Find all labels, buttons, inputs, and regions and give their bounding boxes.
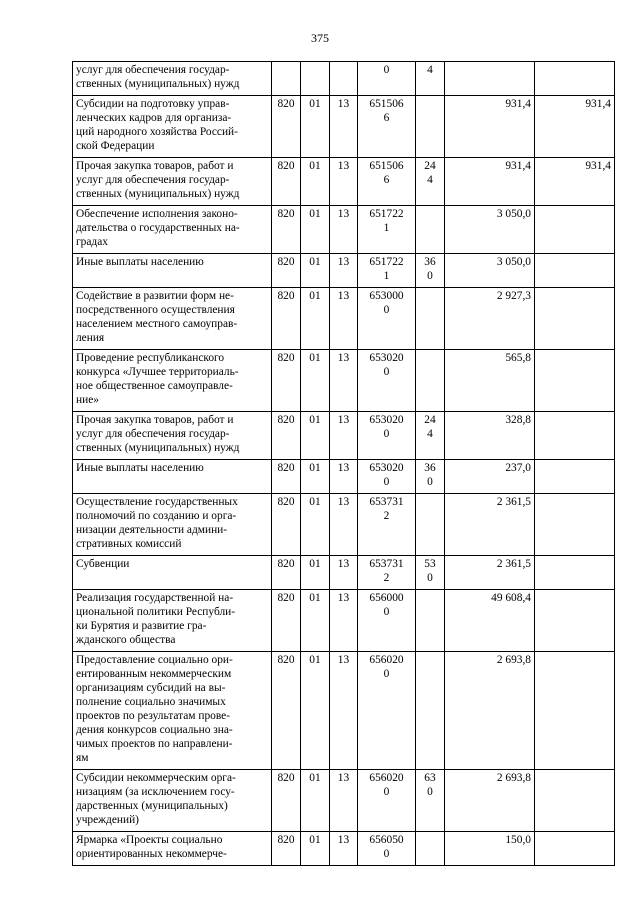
amount-year-1: 931,4 [445,96,535,158]
ministry-code: 820 [272,206,301,254]
amount-year-1: 2 927,3 [445,288,535,350]
subsection-code: 13 [330,158,358,206]
section-code: 01 [301,158,330,206]
subsection-code: 13 [330,350,358,412]
amount-year-1: 2 693,8 [445,652,535,770]
amount-year-1 [445,62,535,96]
expense-type-code [416,832,445,866]
section-code: 01 [301,350,330,412]
table-row [73,96,615,158]
subsection-code: 13 [330,96,358,158]
ministry-code: 820 [272,832,301,866]
amount-year-2: 931,4 [535,96,615,158]
subsection-code: 13 [330,460,358,494]
ministry-code: 820 [272,158,301,206]
amount-year-2 [535,770,615,832]
target-article-code: 653731 2 [358,494,416,556]
ministry-code: 820 [272,254,301,288]
ministry-code: 820 [272,494,301,556]
amount-year-2 [535,494,615,556]
row-name: Ярмарка «Проекты социально ориентированных некоммерче- [73,832,272,866]
expense-type-code: 24 4 [416,412,445,460]
amount-year-1: 3 050,0 [445,206,535,254]
amount-year-1: 565,8 [445,350,535,412]
table-row [73,206,615,254]
row-name: Реализация государственной на- циональной политики Республи- ки Бурятия и развитие гра- жданского общества [73,590,272,652]
expense-type-code [416,96,445,158]
section-code: 01 [301,96,330,158]
target-article-code: 653020 0 [358,350,416,412]
amount-year-2 [535,832,615,866]
target-article-code: 656020 0 [358,770,416,832]
subsection-code: 13 [330,412,358,460]
ministry-code: 820 [272,770,301,832]
subsection-code: 13 [330,206,358,254]
table-row [73,460,615,494]
table-body [73,62,615,866]
expense-type-code [416,206,445,254]
subsection-code: 13 [330,494,358,556]
table-row [73,590,615,652]
subsection-code [330,62,358,96]
target-article-code: 0 [358,62,416,96]
expense-type-code [416,590,445,652]
target-article-code: 653020 0 [358,412,416,460]
amount-year-1: 931,4 [445,158,535,206]
amount-year-2 [535,350,615,412]
section-code: 01 [301,288,330,350]
target-article-code: 651722 1 [358,254,416,288]
subsection-code: 13 [330,652,358,770]
section-code: 01 [301,206,330,254]
amount-year-1: 49 608,4 [445,590,535,652]
target-article-code: 651722 1 [358,206,416,254]
amount-year-2 [535,254,615,288]
page-number: 375 [311,31,329,45]
amount-year-2: 931,4 [535,158,615,206]
row-name: Субвенции [73,556,272,590]
subsection-code: 13 [330,288,358,350]
amount-year-2 [535,412,615,460]
target-article-code: 653731 2 [358,556,416,590]
amount-year-1: 2 361,5 [445,494,535,556]
section-code [301,62,330,96]
ministry-code: 820 [272,350,301,412]
amount-year-2 [535,206,615,254]
amount-year-1: 3 050,0 [445,254,535,288]
target-article-code: 656050 0 [358,832,416,866]
expense-type-code: 53 0 [416,556,445,590]
table-row [73,158,615,206]
table-row [73,254,615,288]
target-article-code: 656020 0 [358,652,416,770]
target-article-code: 651506 6 [358,158,416,206]
expense-type-code [416,494,445,556]
expense-type-code: 63 0 [416,770,445,832]
row-name: Прочая закупка товаров, работ и услуг для обеспечения государ- ственных (муниципальных) нужд [73,158,272,206]
table-row [73,494,615,556]
section-code: 01 [301,652,330,770]
amount-year-2 [535,460,615,494]
subsection-code: 13 [330,556,358,590]
target-article-code: 651506 6 [358,96,416,158]
table-row [73,288,615,350]
section-code: 01 [301,770,330,832]
row-name: Прочая закупка товаров, работ и услуг для обеспечения государ- ственных (муниципальных) нужд [73,412,272,460]
row-name: Иные выплаты населению [73,460,272,494]
amount-year-1: 2 693,8 [445,770,535,832]
ministry-code: 820 [272,652,301,770]
target-article-code: 656000 0 [358,590,416,652]
amount-year-2 [535,288,615,350]
table-row [73,62,615,96]
subsection-code: 13 [330,770,358,832]
ministry-code: 820 [272,556,301,590]
expense-type-code: 36 0 [416,254,445,288]
ministry-code: 820 [272,590,301,652]
row-name: Содействие в развитии форм не- посредственного осуществления населением местного самоуправ- ления [73,288,272,350]
budget-table [72,61,615,866]
expense-type-code: 4 [416,62,445,96]
subsection-code: 13 [330,832,358,866]
row-name: Субсидии на подготовку управ- ленческих кадров для организа- ций народного хозяйства Россий- ской Федерации [73,96,272,158]
subsection-code: 13 [330,590,358,652]
ministry-code: 820 [272,288,301,350]
table-row [73,770,615,832]
expense-type-code [416,652,445,770]
target-article-code: 653000 0 [358,288,416,350]
row-name: Субсидии некоммерческим орга- низациям (за исключением госу- дарственных (муниципальных) учреждений) [73,770,272,832]
amount-year-1: 150,0 [445,832,535,866]
ministry-code: 820 [272,96,301,158]
row-name: Проведение республиканского конкурса «Лучшее территориаль- ное общественное самоуправле- ние» [73,350,272,412]
section-code: 01 [301,412,330,460]
row-name: Предоставление социально ори- ентированным некоммерческим организациям субсидий на вы- полнение социально значимых проектов по результатам прове- дения конкурсов социально зна- чимых проектов по направлени- ям [73,652,272,770]
ministry-code: 820 [272,412,301,460]
amount-year-1: 328,8 [445,412,535,460]
amount-year-2 [535,62,615,96]
expense-type-code: 24 4 [416,158,445,206]
expense-type-code [416,288,445,350]
row-name: Обеспечение исполнения законо- дательства о государственных на- градах [73,206,272,254]
expense-type-code: 36 0 [416,460,445,494]
section-code: 01 [301,590,330,652]
table-row [73,412,615,460]
section-code: 01 [301,254,330,288]
section-code: 01 [301,460,330,494]
section-code: 01 [301,832,330,866]
row-name: Иные выплаты населению [73,254,272,288]
ministry-code [272,62,301,96]
ministry-code: 820 [272,460,301,494]
subsection-code: 13 [330,254,358,288]
target-article-code: 653020 0 [358,460,416,494]
expense-type-code [416,350,445,412]
row-name: Осуществление государственных полномочий по созданию и орга- низации деятельности админи- стративных комиссий [73,494,272,556]
table-row [73,556,615,590]
table-row [73,652,615,770]
row-name: услуг для обеспечения государ- ственных (муниципальных) нужд [73,62,272,96]
section-code: 01 [301,556,330,590]
amount-year-2 [535,652,615,770]
amount-year-2 [535,590,615,652]
amount-year-1: 2 361,5 [445,556,535,590]
table-row [73,832,615,866]
section-code: 01 [301,494,330,556]
amount-year-2 [535,556,615,590]
amount-year-1: 237,0 [445,460,535,494]
table-row [73,350,615,412]
